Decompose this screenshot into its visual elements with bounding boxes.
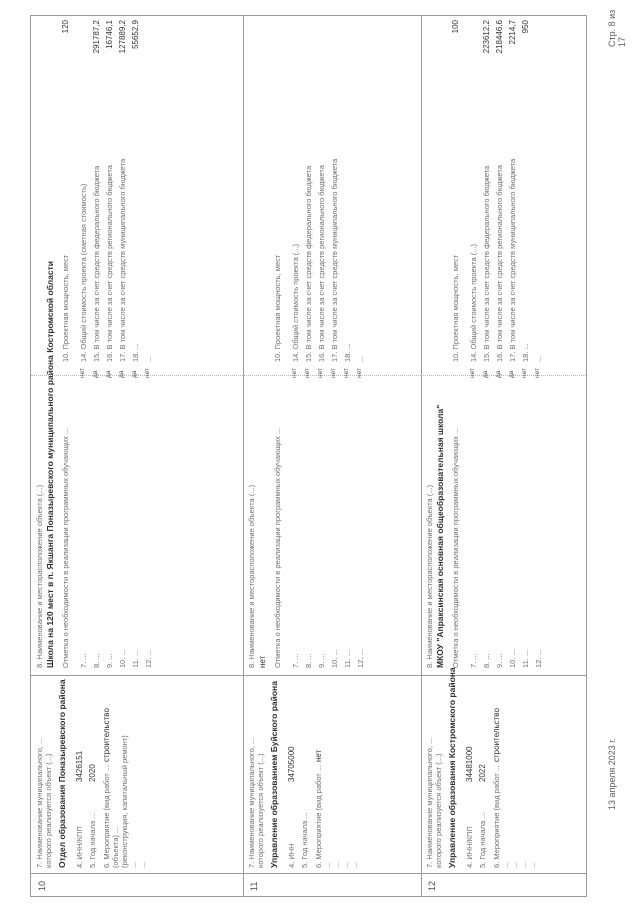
field-label: 4. ИНН/КПП: [465, 826, 474, 868]
field-label: 5. Год начала ...: [88, 812, 97, 868]
item: 10. ...: [118, 649, 127, 668]
item: 9. ...: [105, 653, 114, 668]
item: 7. ...: [291, 653, 300, 668]
indicator: 15. В том числе за счет средств федерального бюджета: [304, 165, 313, 362]
field-label: ...: [528, 861, 537, 868]
object-cell: [421, 375, 586, 676]
object-name: МКОУ "Апраксинская основная общеобразовательная школа": [435, 404, 445, 668]
item: 9. ...: [495, 653, 504, 668]
footer-page-number: Стр. 8 из 17: [607, 9, 627, 47]
status-flag: нет: [356, 368, 363, 378]
status-flag: да: [92, 370, 99, 378]
indicator-value: 127889,2: [118, 20, 127, 54]
indicator: 16. В том числе за счет средств регионального бюджета: [317, 165, 326, 362]
status-flag: нет: [144, 368, 151, 378]
row-number: 12: [427, 880, 437, 891]
item: 12. ...: [356, 649, 365, 668]
field-value: 34481000: [465, 746, 474, 782]
organization-name: Управление образованием Буйского района: [269, 681, 279, 868]
table-row: [31, 16, 244, 896]
object-name: Школа на 120 мест в п. Якшанга Поназыревского муниципального района Костромской области: [45, 261, 55, 668]
status-flag: да: [131, 370, 138, 378]
item: 7. ...: [79, 653, 88, 668]
field-label: ...: [323, 861, 332, 868]
indicator: 14. Общий стоимость проекта (сметная стоимость): [79, 183, 88, 362]
field-caption: Отметка о необходимости в реализации программных обучающих ...: [451, 427, 460, 668]
status-flag: нет: [304, 368, 311, 378]
indicator: 16. В том числе за счет средств регионального бюджета: [105, 165, 114, 362]
organization-name: Отдел образования Поназыревского района: [57, 679, 67, 868]
field-caption: 8. Наименование и месторасположение объекта (...): [425, 484, 434, 668]
field-caption: которого реализуется объект (...): [434, 753, 443, 868]
indicator-value: 223612,2: [482, 20, 491, 54]
indicator: 10. Проектная мощность, мест: [451, 254, 460, 362]
field-caption: 7. Наименование муниципального, ...: [425, 737, 434, 868]
indicators-cell: [421, 16, 586, 376]
row-number: 10: [37, 880, 47, 891]
field-label: ...: [138, 861, 147, 868]
indicator: 18. ...: [521, 343, 530, 362]
status-flag: да: [482, 370, 489, 378]
organization-cell: [31, 675, 243, 874]
status-flag: да: [508, 370, 515, 378]
organization-cell: [421, 667, 586, 874]
organization-cell: [243, 675, 421, 874]
indicator: 18. ...: [131, 343, 140, 362]
field-value: нет: [314, 749, 323, 762]
field-value: строительство: [102, 708, 111, 762]
item: 11. ...: [131, 649, 140, 668]
indicator-value: 218446,6: [495, 20, 504, 54]
status-flag: нет: [79, 368, 86, 378]
row-number-cell: [243, 873, 421, 896]
indicator-value: 16746,1: [105, 20, 114, 49]
field-value: 34705000: [287, 746, 296, 782]
indicator-value: 291787,2: [92, 20, 101, 54]
field-label: 4. ИНН: [287, 843, 296, 868]
status-flag: да: [105, 370, 112, 378]
indicators-cell: [243, 16, 421, 376]
indicator-value: 2214,7: [508, 20, 517, 45]
row-number-cell: [31, 873, 243, 896]
status-flag: нет: [343, 368, 350, 378]
item: 12. ...: [144, 649, 153, 668]
organization-name: Управление образования Костромского района: [447, 667, 457, 868]
item: 11. ...: [343, 649, 352, 668]
indicator-value: 950: [521, 20, 530, 34]
field-caption: которого реализуется объект (...): [256, 753, 265, 868]
footer-date: 13 апреля 2023 г.: [607, 738, 617, 810]
field-caption: Отметка о необходимости в реализации программных обучающих ...: [61, 427, 70, 668]
indicator: 17. В том числе за счет средств муниципального бюджета: [330, 158, 339, 362]
field-label: 4. ИНН/КПП: [75, 826, 84, 868]
field-caption: которого реализуется объект (...): [44, 753, 53, 868]
indicator-value: 100: [451, 20, 460, 34]
indicator: 17. В том числе за счет средств муниципального бюджета: [508, 158, 517, 362]
field-value: 3426151: [75, 750, 84, 782]
status-flag: нет: [469, 368, 476, 378]
status-flag: нет: [521, 368, 528, 378]
indicator: ...: [356, 355, 365, 362]
field-label: ...: [501, 861, 510, 868]
indicators-cell: [31, 16, 243, 376]
field-caption: 8. Наименование и месторасположение объекта (...): [247, 484, 256, 668]
item: 10. ...: [508, 649, 517, 668]
status-flag: нет: [291, 368, 298, 378]
item: 8. ...: [92, 653, 101, 668]
field-label: ...: [519, 861, 528, 868]
status-flag: нет: [330, 368, 337, 378]
indicator: 15. В том числе за счет средств федерального бюджета: [92, 165, 101, 362]
field-value: нет: [258, 655, 267, 668]
field-caption: 7. Наименование муниципального, ...: [35, 737, 44, 868]
status-flag: да: [118, 370, 125, 378]
field-label: ...: [129, 861, 138, 868]
field-value: строительство: [492, 708, 501, 762]
field-caption: 7. Наименование муниципального, ...: [247, 737, 256, 868]
indicator: 17. В том числе за счет средств муниципального бюджета: [118, 158, 127, 362]
indicator: ...: [144, 355, 153, 362]
item: 10. ...: [330, 649, 339, 668]
field-label: 5. Год начала ...: [300, 812, 309, 868]
indicator: ...: [534, 355, 543, 362]
field-value: 2020: [88, 764, 97, 782]
field-caption: 8. Наименование и месторасположение объекта (...): [35, 484, 44, 668]
item: 12. ...: [534, 649, 543, 668]
item: 8. ...: [482, 653, 491, 668]
item: 9. ...: [317, 653, 326, 668]
field-label: 5. Год начала ...: [478, 812, 487, 868]
row-number: 11: [249, 881, 259, 891]
status-flag: нет: [534, 368, 541, 378]
field-label: 6. Мероприятие (вид работ ...: [492, 764, 501, 868]
field-label: ...: [350, 861, 359, 868]
indicator: 16. В том числе за счет средств регионального бюджета: [495, 165, 504, 362]
item: 8. ...: [304, 653, 313, 668]
item: 7. ...: [469, 653, 478, 668]
indicator: 14. Общий стоимость проекта (...): [469, 243, 478, 362]
field-label: (реконструкция, капитальный ремонт): [120, 735, 129, 868]
indicator: 15. В том числе за счет средств федерального бюджета: [482, 165, 491, 362]
field-label: (объекта) ...: [111, 826, 120, 868]
row-number-cell: [421, 873, 586, 896]
status-flag: да: [495, 370, 502, 378]
table-row: [421, 16, 586, 896]
indicator: 18. ...: [343, 343, 352, 362]
indicator: 10. Проектная мощность, мест: [273, 254, 282, 362]
field-label: 6. Мероприятие (вид работ ...: [102, 764, 111, 868]
field-label: ...: [510, 861, 519, 868]
indicator-value: 55652,9: [131, 20, 140, 49]
indicator: 10. Проектная мощность, мест: [61, 254, 70, 362]
status-flag: нет: [317, 368, 324, 378]
field-caption: Отметка о необходимости в реализации программных обучающих ...: [273, 427, 282, 668]
field-value: 2022: [478, 764, 487, 782]
indicator: 14. Общий стоимость проекта (...): [291, 243, 300, 362]
indicator-value: 120: [61, 20, 70, 34]
object-cell: [243, 375, 421, 676]
item: 11. ...: [521, 649, 530, 668]
field-label: 6. Мероприятие (вид работ ...: [314, 764, 323, 868]
objects-table: [30, 15, 587, 897]
field-label: ...: [332, 861, 341, 868]
field-label: ...: [341, 861, 350, 868]
table-row: [243, 16, 422, 896]
